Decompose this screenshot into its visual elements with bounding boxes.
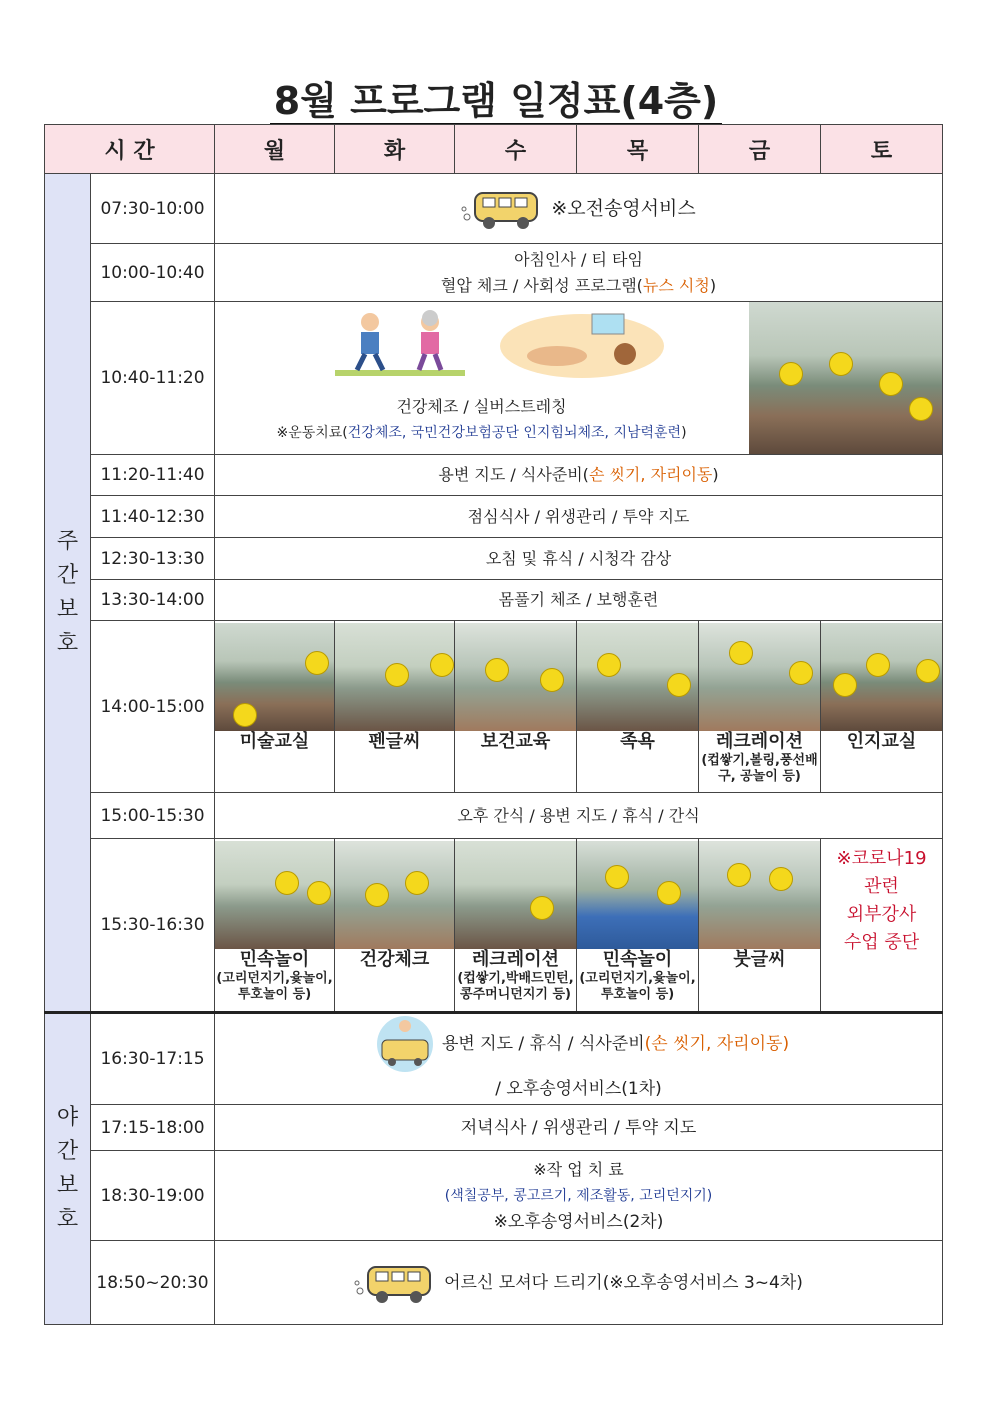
program-cell: 인지교실: [821, 621, 943, 793]
time-cell: 18:50~20:30: [91, 1241, 215, 1325]
program-cell: 미술교실: [215, 621, 335, 793]
time-cell: 12:30-13:30: [91, 538, 215, 580]
activity-photo: [699, 841, 820, 949]
row-1500: [45, 793, 943, 839]
row-1230: [45, 538, 943, 580]
activity-text: ※오전송영서비스: [551, 197, 696, 219]
bus-icon: [354, 1261, 434, 1305]
program-cell: 족욕: [577, 621, 699, 793]
header-tue: 화: [335, 125, 455, 174]
section-day: 주 간 보 호: [45, 174, 91, 1013]
activity-cell: [215, 174, 943, 244]
activity-photo: [577, 841, 698, 949]
header-fri: 금: [699, 125, 821, 174]
row-1000: [45, 244, 943, 302]
rest-illustration: [497, 306, 667, 380]
time-cell: 17:15-18:00: [91, 1105, 215, 1151]
activity-photo: [335, 841, 454, 949]
row-1630: [45, 1013, 943, 1105]
time-cell: 15:00-15:30: [91, 793, 215, 839]
time-cell: 18:30-19:00: [91, 1151, 215, 1241]
activity-photo: [749, 302, 942, 454]
time-cell: 10:00-10:40: [91, 244, 215, 302]
activity-cell: 아침인사 / 티 타임 혈압 체크 / 사회성 프로그램(뉴스 시청): [215, 244, 943, 302]
row-0730: [45, 174, 943, 244]
page-title: 8월 프로그램 일정표(4층): [0, 70, 992, 125]
header-row: [45, 125, 943, 174]
row-1040: [45, 302, 943, 455]
time-cell: 10:40-11:20: [91, 302, 215, 455]
activity-photo: [455, 841, 576, 949]
row-1120: [45, 455, 943, 496]
activity-photo: [335, 623, 454, 731]
time-cell: 16:30-17:15: [91, 1013, 215, 1105]
header-time: 시 간: [45, 125, 215, 174]
row-1850: [45, 1241, 943, 1325]
program-cell: 민속놀이 (고리던지기,윷놀이, 투호놀이 등): [577, 839, 699, 1013]
row-1530: [45, 839, 943, 1013]
activity-cell: 어르신 모셔다 드리기(※오후송영서비스 3~4차): [215, 1241, 943, 1325]
activity-cell: 건강체조 / 실버스트레칭 ※운동치료(건강체조, 국민건강보험공단 인지힘뇌체조, 지남력훈련): [215, 302, 943, 455]
time-cell: 13:30-14:00: [91, 580, 215, 621]
row-1330: [45, 580, 943, 621]
program-cell: 펜글씨: [335, 621, 455, 793]
exercise-illustration: [335, 310, 465, 378]
bus-icon: [461, 187, 541, 231]
header-thu: 목: [577, 125, 699, 174]
activity-photo: [455, 623, 576, 731]
program-cell: 건강체크: [335, 839, 455, 1013]
section-night: 야 간 보 호: [45, 1013, 91, 1325]
activity-photo: [821, 623, 942, 731]
row-1830: [45, 1151, 943, 1241]
header-wed: 수: [455, 125, 577, 174]
time-cell: 15:30-16:30: [91, 839, 215, 1013]
activity-text: 건강체조 / 실버스트레칭: [396, 397, 567, 416]
activity-cell: 몸풀기 체조 / 보행훈련: [215, 580, 943, 621]
activity-cell: 용변 지도 / 휴식 / 식사준비(손 씻기, 자리이동) / 오후송영서비스(1차): [215, 1013, 943, 1105]
activity-photo: [577, 623, 698, 731]
header-mon: 월: [215, 125, 335, 174]
time-cell: 14:00-15:00: [91, 621, 215, 793]
activity-cell: ※작 업 치 료 (색칠공부, 콩고르기, 제조활동, 고리던지기) ※오후송영서비스(2차): [215, 1151, 943, 1241]
bus-stop-illustration: [368, 1014, 442, 1074]
activity-cell: 점심식사 / 위생관리 / 투약 지도: [215, 496, 943, 538]
program-cell: 보건교육: [455, 621, 577, 793]
program-cell: 민속놀이 (고리던지기,윷놀이, 투호놀이 등): [215, 839, 335, 1013]
activity-cell: 오후 간식 / 용변 지도 / 휴식 / 간식: [215, 793, 943, 839]
header-sat: 토: [821, 125, 943, 174]
activity-photo: [699, 623, 820, 731]
activity-photo: [215, 623, 334, 731]
program-cell: 레크레이션 (컵쌓기,박배드민턴, 콩주머니던지기 등): [455, 839, 577, 1013]
row-1715: [45, 1105, 943, 1151]
notice-cell: ※코로나19 관련 외부강사 수업 중단: [821, 839, 943, 1013]
activity-cell: 용변 지도 / 식사준비(손 씻기, 자리이동): [215, 455, 943, 496]
time-cell: 07:30-10:00: [91, 174, 215, 244]
activity-cell: 오침 및 휴식 / 시청각 감상: [215, 538, 943, 580]
time-cell: 11:20-11:40: [91, 455, 215, 496]
row-1400: [45, 621, 943, 793]
program-cell: 레크레이션 (컵쌓기,볼링,풍선배구, 공놀이 등): [699, 621, 821, 793]
row-1140: [45, 496, 943, 538]
activity-photo: [215, 841, 334, 949]
program-cell: 붓글씨: [699, 839, 821, 1013]
activity-cell: 저녁식사 / 위생관리 / 투약 지도: [215, 1105, 943, 1151]
schedule-table: [44, 124, 943, 1325]
time-cell: 11:40-12:30: [91, 496, 215, 538]
